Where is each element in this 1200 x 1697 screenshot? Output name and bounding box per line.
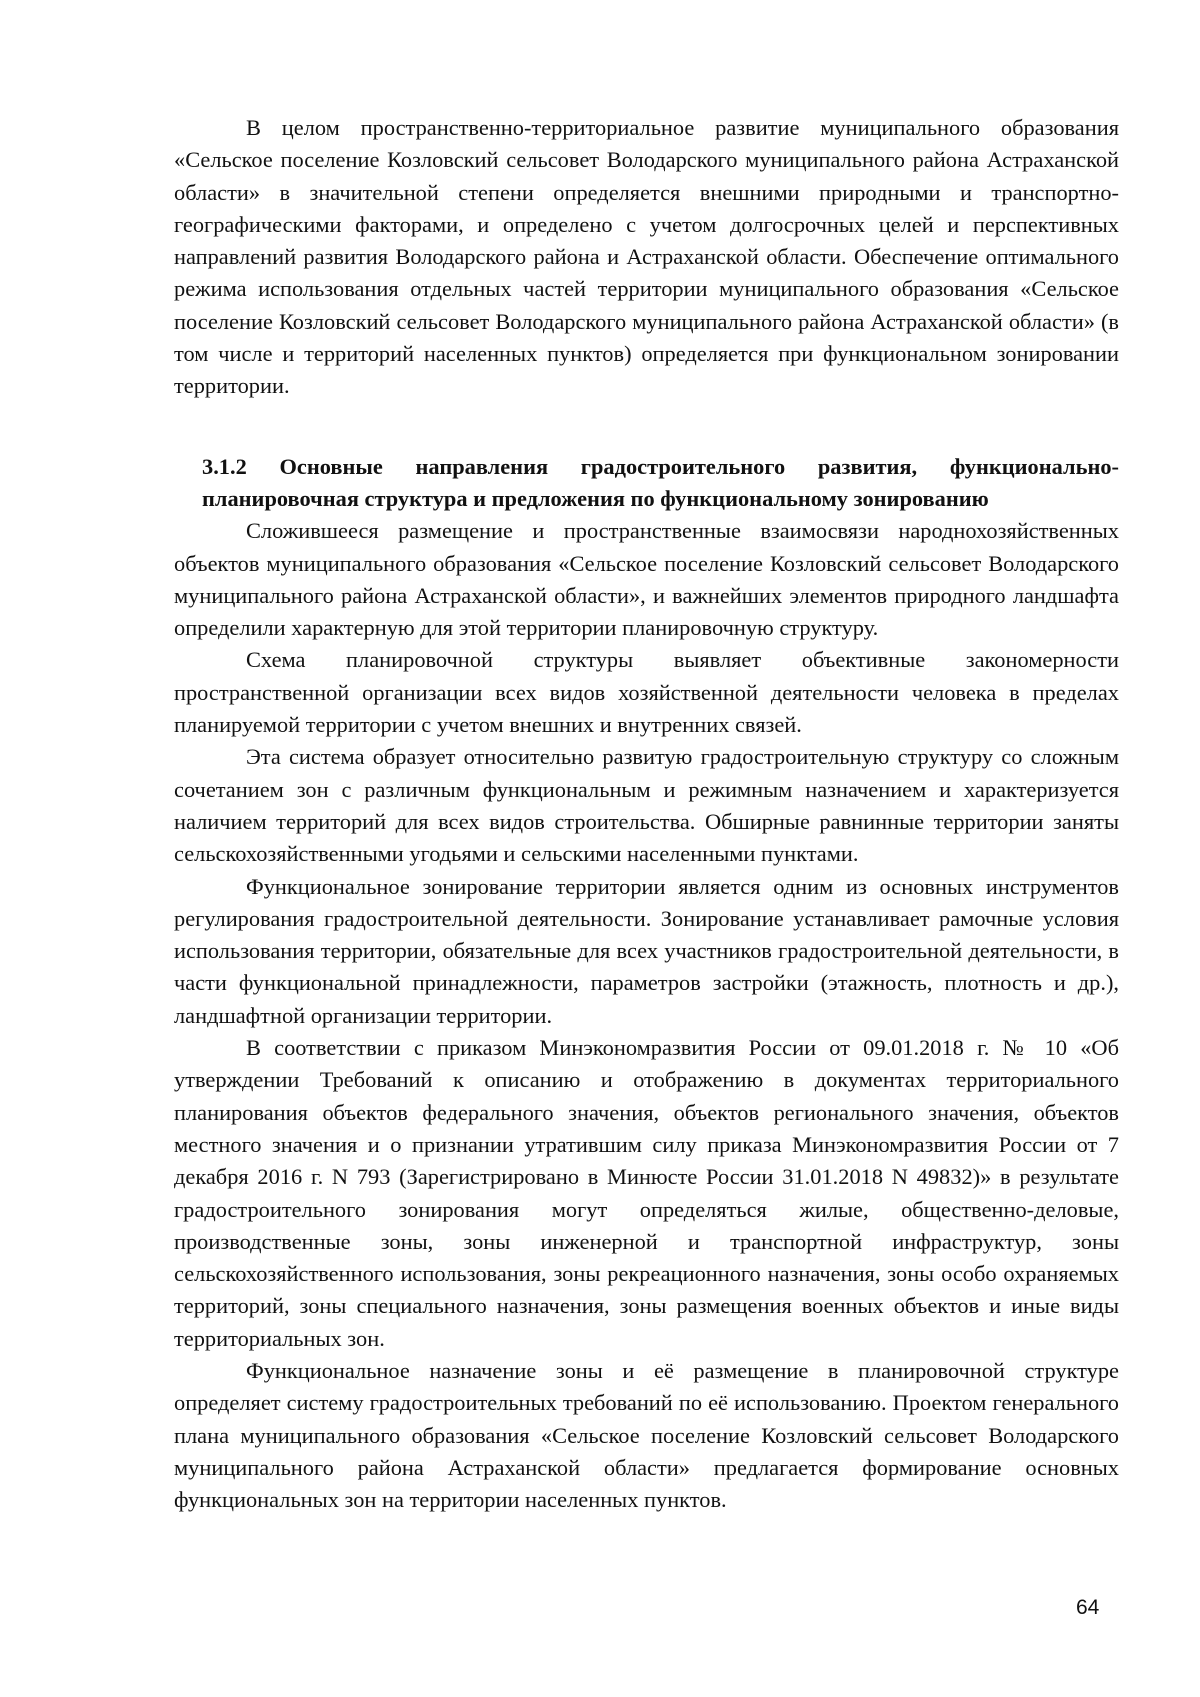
body-paragraph: Сложившееся размещение и пространственные взаимосвязи народнохозяйственных объектов муниципального образования «Сельское поселение Козловский сельсовет Володарского муниципального района Астраханской области», и важнейших элементов природного ландшафта определили характерную для этой территории планировочную структуру. [174, 518, 1119, 641]
body-paragraph: Функциональное зонирование территории является одним из основных инструментов регулирования градостроительной деятельности. Зонирование устанавливает рамочные условия использования территории, обязательные для всех участников градостроительной деятельности, в части функциональной принадлежности, параметров застройки (этажность, плотность и др.), ландшафтной организации территории. [174, 873, 1119, 1028]
body-paragraph: В соответствии с приказом Минэкономразвития России от 09.01.2018 г. № 10 «Об утверждении Требований к описанию и отображению в документах территориального планирования объектов федерального значения, объектов регионального значения, объектов местного значения и о признании утратившим силу приказа Минэкономразвития России от 7 декабря 2016 г. N 793 (Зарегистрировано в Минюсте России 31.01.2018 N 49832)» в результате градостроительного зонирования могут определяться жилые, общественно-деловые, производственные зоны, зоны инженерной и транспортной инфраструктур, зоны сельскохозяйственного использования, зоны рекреационного назначения, зоны особо охраняемых территорий, зоны специального назначения, зоны размещения военных объектов и иные виды территориальных зон. [174, 1035, 1119, 1351]
page-number: 64 [1076, 1596, 1100, 1619]
intro-paragraph: В целом пространственно-территориальное развитие муниципального образования «Сельское поселение Козловский сельсовет Володарского муниципального района Астраханской области» в значительной степени определяется внешними природными и транспортно-географическими факторами, и определено с учетом долгосрочных целей и перспективных направлений развития Володарского района и Астраханской области. Обеспечение оптимального режима использования отдельных частей территории муниципального образования «Сельское поселение Козловский сельсовет Володарского муниципального района Астраханской области» (в том числе и территорий населенных пунктов) определяется при функциональном зонировании территории. [174, 115, 1119, 399]
body-paragraph: Функциональное назначение зоны и её размещение в планировочной структуре определяет систему градостроительных требований по её использованию. Проектом генерального плана муниципального образования «Сельское поселение Козловский сельсовет Володарского муниципального района Астраханской области» предлагается формирование основных функциональных зон на территории населенных пунктов. [174, 1357, 1119, 1513]
body-paragraph: Схема планировочной структуры выявляет объективные закономерности пространственной организации всех видов хозяйственной деятельности человека в пределах планируемой территории с учетом внешних и внутренних связей. [174, 647, 1119, 738]
document-page [174, 112, 1119, 1516]
section-heading: 3.1.2 Основные направления градостроительного развития, функционально-планировочная структура и предложения по функциональному зонированию [202, 453, 1119, 511]
body-paragraph: Эта система образует относительно развитую градостроительную структуру со сложным сочетанием зон с различным функциональным и режимным назначением и характеризуется наличием территорий для всех видов строительства. Обширные равнинные территории заняты сельскохозяйственными угодьями и сельскими населенными пунктами. [174, 744, 1119, 867]
